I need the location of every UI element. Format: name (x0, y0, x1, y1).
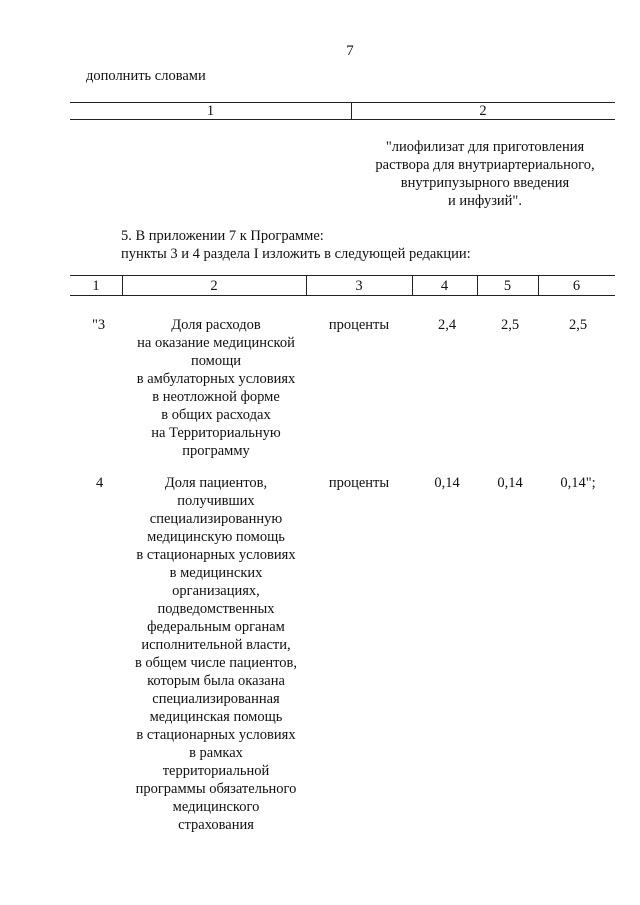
description-line: в амбулаторных условиях (136, 371, 296, 387)
quoted-text-block (360, 138, 610, 210)
table2-header-col-1: 1 (92, 278, 100, 294)
description-line: специализированную (149, 511, 283, 527)
description-line: медицинская помощь (149, 709, 283, 725)
page-number: 7 (346, 43, 354, 59)
row-description (126, 474, 306, 834)
table2-header-col-5: 5 (503, 278, 512, 294)
quoted-text-line: внутрипузырного введения (400, 175, 570, 191)
quoted-text-line: и инфузий". (448, 193, 522, 209)
row-value-col-6: 2,5 (568, 317, 588, 333)
table2-header-bottom-rule (70, 295, 615, 296)
description-line: программы обязательного (135, 781, 297, 797)
row-number: "3 (92, 317, 106, 333)
description-line: Доля расходов (171, 317, 261, 333)
description-line: которым была оказана (147, 673, 285, 689)
section-instruction: пункты 3 и 4 раздела I изложить в следующей редакции: (121, 246, 471, 262)
description-line: Доля пациентов, (164, 475, 268, 491)
description-line: специализированная (152, 691, 280, 707)
row-value-col-6: 0,14"; (560, 475, 596, 491)
row-unit: проценты (328, 317, 390, 333)
table1-header-col-1: 1 (206, 103, 215, 119)
table2-header-col-2: 2 (210, 278, 218, 294)
description-line: в стационарных условиях (136, 727, 296, 743)
description-line: программу (182, 443, 250, 459)
description-line: территориальной (162, 763, 270, 779)
description-line: в стационарных условиях (136, 547, 296, 563)
description-line: в рамках (189, 745, 243, 761)
description-line: подведомственных (157, 601, 275, 617)
row-number: 4 (96, 475, 104, 491)
description-line: на оказание медицинской (137, 335, 295, 351)
row-value-col-5: 0,14 (497, 475, 523, 491)
description-line: на Территориальную (151, 425, 281, 441)
description-line: получивших (177, 493, 255, 509)
description-line: в медицинских (169, 565, 263, 581)
description-line: в общих расходах (161, 407, 271, 423)
intro-text: дополнить словами (86, 68, 206, 84)
quoted-text-line: раствора для внутриартериального, (375, 157, 595, 173)
row-value-col-5: 2,5 (500, 317, 520, 333)
row-unit: проценты (328, 475, 390, 491)
row-value-col-4: 2,4 (437, 317, 457, 333)
description-line: страхования (178, 817, 254, 833)
description-line: медицинскую помощь (147, 529, 285, 545)
row-description (126, 316, 306, 460)
quoted-text-line: "лиофилизат для приготовления (385, 139, 585, 155)
table1-header-col-2: 2 (479, 103, 487, 119)
description-line: исполнительной власти, (141, 637, 291, 653)
row-value-col-4: 0,14 (434, 475, 460, 491)
table2-header-col-4: 4 (440, 278, 449, 294)
description-line: медицинского (172, 799, 260, 815)
description-line: в общем числе пациентов, (134, 655, 298, 671)
description-line: помощи (190, 353, 242, 369)
table2-header-col-3: 3 (355, 278, 363, 294)
description-line: федеральным органам (147, 619, 285, 635)
description-line: организациях, (172, 583, 260, 599)
description-line: в неотложной форме (152, 389, 280, 405)
section-heading: 5. В приложении 7 к Программе: (121, 228, 324, 244)
table2-top-rule (70, 275, 615, 276)
table1-bottom-rule (70, 119, 615, 120)
table2-header-col-6: 6 (572, 278, 581, 294)
